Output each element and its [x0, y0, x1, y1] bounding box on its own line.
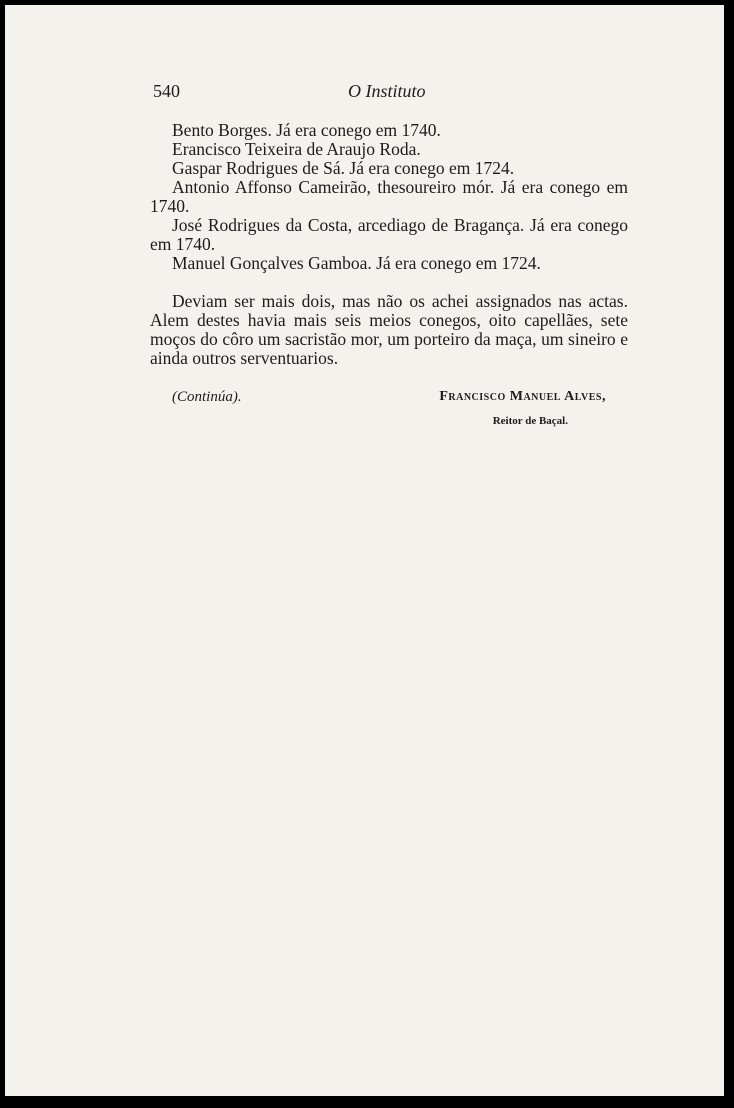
page-number: 540 [153, 81, 180, 101]
author-name: Francisco Manuel Alves, [439, 389, 606, 404]
author-title: Reitor de Baçal. [492, 415, 568, 427]
list-item: Erancisco Teixeira de Araujo Roda. [172, 139, 421, 159]
list-item: Manuel Gonçalves Gamboa. Já era conego em 1724. [172, 253, 541, 273]
signature-block [150, 389, 628, 439]
list-item: José Rodrigues da Costa, arcediago de Bragança. Já era conego em 1740. [150, 215, 628, 254]
running-title: O Instituto [348, 81, 426, 101]
list-item: Gaspar Rodrigues de Sá. Já era conego em 1724. [172, 158, 515, 178]
list-item: Bento Borges. Já era conego em 1740. [172, 120, 441, 140]
page-header [153, 81, 628, 105]
body-paragraph: Deviam ser mais dois, mas não os achei assignados nas actas. Alem destes havia mais seis meios conegos, oito capellães, sete moços do côro um sacristão mor, um porteiro da maça, um sineiro e ainda outros serventuarios. [150, 291, 628, 368]
list-item: Antonio Affonso Cameirão, thesoureiro mór. Já era conego em 1740. [150, 177, 628, 216]
document-page [5, 5, 724, 1096]
body-text [150, 121, 628, 368]
continuation-note: (Continúa). [172, 389, 242, 405]
